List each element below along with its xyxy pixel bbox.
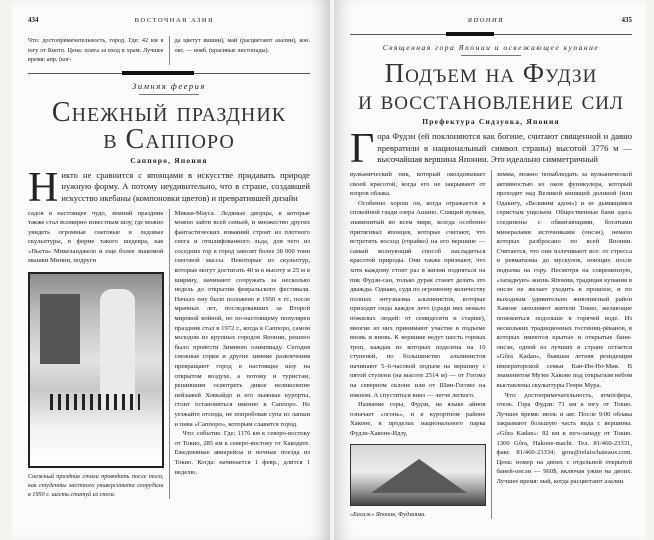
paragraph: садов в настоящее чудо, зимний праздник также стал всемирно известным шоу, где можно увидеть огромные снеговые и ледовые скульптуры, в форме такого шедевра, как «Пьета» Микеланджело и еще более знакомой мышки Минни, подруги bbox=[28, 209, 164, 265]
kicker-text: Зимняя феерия bbox=[132, 80, 206, 91]
info-box-col1: Что: достопримечательность, город. Где: 42 км к югу от Киото. Цена: плата за вход в храм. Лучшее время: апр. (ког- bbox=[28, 37, 164, 63]
lead-paragraph bbox=[350, 126, 632, 172]
mountain-shape bbox=[371, 459, 467, 493]
running-header: ЯПОНИЯ bbox=[467, 17, 504, 24]
article-subtitle: Префектура Сидзуока, Япония bbox=[422, 117, 560, 126]
drop-cap: Г bbox=[350, 126, 375, 172]
photo-caption: «Багаж» Япония, Фудзияма. bbox=[350, 510, 426, 518]
kicker-text: Священная гора Японии и освежающее купание bbox=[382, 43, 600, 52]
article-title bbox=[28, 96, 310, 155]
columns bbox=[28, 209, 310, 500]
page-header bbox=[350, 16, 632, 28]
info-box-col2: да цветут вишни), май (расцветают азалии), кон. окт. — нояб. (красивые листопады). bbox=[169, 36, 311, 65]
info-box bbox=[28, 36, 310, 65]
section-divider bbox=[350, 32, 632, 38]
paragraph: Название горы, Фудзи, на языке айнов означает «огонь», и в курортном районе Хаконе, в пределах национального парка Фудзи-Хаконе-Идзу, bbox=[350, 401, 486, 438]
kicker bbox=[28, 81, 310, 95]
kicker-underline bbox=[461, 55, 521, 56]
info-paragraph: Что: событие. Где: 1176 км к северо-востоку от Токио, 285 км к северо-востоку от Хакодате. Ежедневные авиарейсы и ночные поезда из Токио. Когда: начинается 1 февр., длится 1 неделю. bbox=[174, 430, 310, 476]
title-line: Подъем на Фудзи bbox=[384, 58, 598, 88]
section-bar bbox=[122, 71, 194, 75]
article-title bbox=[350, 60, 632, 114]
article-subtitle: Саппоро, Япония bbox=[130, 155, 208, 165]
photo-snow-festival bbox=[28, 272, 164, 468]
building-shape bbox=[40, 294, 80, 364]
columns bbox=[350, 170, 632, 519]
kicker-underline bbox=[139, 94, 199, 95]
lead-paragraph bbox=[28, 164, 310, 211]
ice-sculpture-shape bbox=[100, 289, 135, 409]
column-1 bbox=[28, 209, 164, 500]
kicker bbox=[350, 42, 632, 56]
left-page bbox=[12, 0, 330, 540]
paragraph: вулканический пик, который околдовывает своей красотой, когда его не закрывают от взоров облака. bbox=[350, 171, 486, 198]
lead-text: ора Фудзи (ей поклоняются как богине, считают священной и давно превратили в национальный символ страны) высотой 3776 м — высочайшая вершина Японии. Это идеально симметричный bbox=[377, 131, 632, 164]
page-number: 435 bbox=[621, 16, 632, 24]
title-line: в Саппоро bbox=[103, 123, 235, 155]
photo-caption: Снежный праздник стали проводить после того, как студенты местного университета соорудили в 1950 г. шесть статуй из снега. bbox=[28, 473, 164, 499]
title-line: и восстановление сил bbox=[358, 85, 624, 115]
paragraph: Особенно хорош он, когда отражается в спокойной глади озера Ашино. Спящий вулкан, знаменитый во всем мире, всегда особенно притягивал японцев, которые считают, что встретить восход (горайко) на его вершине — самый волнующий способ насладиться красотой природы. Они также признают, что хотя каждому стоит раз в жизни подняться на пик Фудзи-сан, только дурак станет делать это дважды. Однако, судя по огромному количеству полных энтузиазма альпинистов, которые приходят сюда каждое лето (среди них немало пожилых людей: от семидесяти и старше), многие из них принимают участие в подъеме вновь и вновь. К вершине ведут шесть горных троп, каждая из которых поделена на 10 ступеней, но большинство альпинистов начинают 5–6-часовой подъем на вершину с пятой ступени (на высоте 2514 м) — от Гогомэ на северном склоне или от Шин-Гогомэ на южном. А спуститься вниз — легче легкого. bbox=[350, 199, 486, 399]
page-header bbox=[28, 16, 310, 28]
info-paragraph: Что: достопримечательность, атмосфера, отель. Гора Фудзи: 71 км к югу от Токио. Лучшее время: июль и авг. После 9:00 облака закрывают большую часть вида с вершины. «Gôra Kadan»: 92 км к юго-западу от Токио. 1300 Gôra, Hakone-machi. Тел. 81/460-23331, факс 81/460-23334; gora@relaischateaux.com. Цена: номер на двоих с отдельной открытой баней-онсэн — 960$, включая ужин на двоих. Лучшее время: май, когда расцветают азалии. bbox=[496, 391, 632, 485]
section-bar bbox=[446, 32, 494, 36]
page-number: 434 bbox=[28, 16, 39, 24]
title-line: Снежный праздник bbox=[51, 96, 287, 128]
right-page bbox=[334, 0, 646, 540]
drop-cap: Н bbox=[28, 164, 59, 211]
column-2 bbox=[491, 170, 633, 519]
column-1 bbox=[350, 170, 486, 519]
paragraph: Микки-Мауса. Ледяные дворцы, в которые можно зайти всей семьей, и множество других фантастических изваяний строят из плотного снега и отшлифованного льда, для чего из соседних гор в город завозят более 38 000 тонн снеговой массы. Некоторые из скульптур, которые могут достигать 40 м в высоту и 25 м в ширину, начинают сооружать за несколько недель до открытия февральского фестиваля. Начало ему было положено в 1950 х гг., после мрачных лет, последовавших за Второй мировой войной, но по-настоящему популярен праздник стал в 1972 г., когда в Саппоро, самом молодом из крупных городов Японии, решено было провести Зимнюю олимпиаду. Сегодня снежные горки и другие зимние развлечения превращают город в настоящее шоу на открытом воздухе, а потому и туристам, решившим осмотреть дикое великолепие пейзажей Хоккайдо и его лыжные курорты, стоит остановиться именно в Саппоро. Не уезжайте отсюда, не попробовав супа из лапши и пива «Саппоро», которым славится город. bbox=[174, 209, 310, 428]
paragraph: зимма, можно понаблюдать за вулканической активностью из окон фуникулера, который проходит над Великой кипящей долиной (или Одакигу, «Великим адом») и ее дымящимся серистым ущельем. Общественные бани здесь соединены с обжигающими, богатыми минералами источниками (онсэн), немало которых разбросано по всей Японии. Считается, что они излечивают все: от стресса и ревматизма до мускулов, ноющих после подъема на гору. Несмотря на современную, «западную» жизнь Японии, традиция купания в онсэн не желает уходить в прошлое, и по выходным удивительно живописный район Хаконе заполняют жители Токио, желающие понежиться подольше в горячей воде. Из нескольких традиционных гостиниц-рёканов, в которых имеются крытые и открытые бани-онсэн, одной из лучших в стране остается «Gôra Kadan», бывшая летняя резиденция императорской семьи Кан-Ин-Но-Мия. В знаменитом Музее Хаконе под открытым небом выставлены скульптуры Генри Мура. bbox=[496, 171, 632, 390]
lead-text: икто не сравнится с японцами в искусстве придавать природе нужную форму. А потому неудивительно, что в стране, создавшей искусство икебаны (компоновки цветов) и превратившей дизайн bbox=[61, 169, 310, 203]
running-header: ВОСТОЧНАЯ АЗИЯ bbox=[134, 17, 214, 24]
column-2 bbox=[169, 209, 311, 500]
crowd-shape bbox=[50, 394, 140, 410]
photo-mount-fuji bbox=[350, 444, 486, 506]
section-divider bbox=[28, 71, 310, 77]
